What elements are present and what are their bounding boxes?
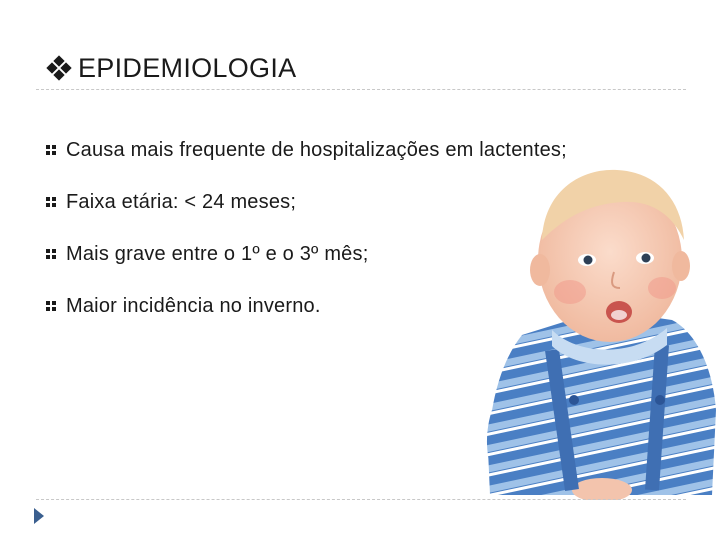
bullet-text: Maior incidência no inverno. <box>66 294 321 317</box>
title-text: EPIDEMIOLOGIA <box>78 52 297 83</box>
play-arrow-icon[interactable] <box>34 508 44 524</box>
diamond-four-icon <box>48 57 70 79</box>
top-divider <box>36 89 686 90</box>
baby-photo <box>482 160 718 500</box>
square-bullet-icon <box>46 197 56 207</box>
bullet-text: Faixa etária: < 24 meses; <box>66 190 297 213</box>
bullet-text: Causa mais frequente de hospitalizações em lactentes; <box>66 138 567 161</box>
bottom-divider <box>36 499 686 500</box>
square-bullet-icon <box>46 301 56 311</box>
square-bullet-icon <box>46 145 56 155</box>
bullet-text: Mais grave entre o 1º e o 3º mês; <box>66 242 369 265</box>
square-bullet-icon <box>46 249 56 259</box>
slide-title <box>48 50 296 86</box>
